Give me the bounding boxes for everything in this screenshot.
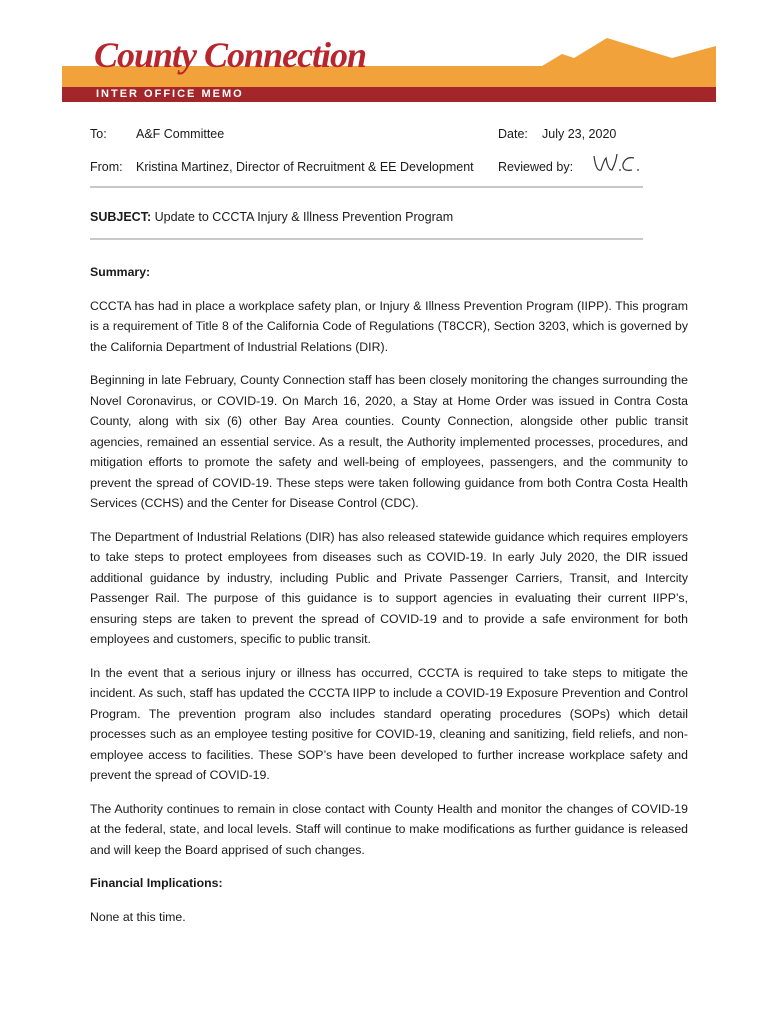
financial-text: None at this time. (90, 909, 186, 924)
divider-top (90, 186, 643, 188)
memo-body (90, 262, 688, 940)
inter-office-memo-bar: INTER OFFICE MEMO (62, 87, 716, 102)
subject-text: Update to CCCTA Injury & Illness Prevention Program (154, 210, 454, 224)
from-row (90, 160, 474, 174)
subject-line (90, 210, 453, 224)
paragraph: In the event that a serious injury or illness has occurred, CCCTA is required to take steps to mitigate the incident. As such, staff has updated the CCCTA IIPP to include a COVID-19 Exposure Prevention and Control Program. The prevention program also includes standard operating procedures (SOPs) which detail processes such as an employee testing positive for COVID-19, cleaning and sanitizing, field reliefs, and non-employee access to facilities. These SOP’s have been developed to further increase workplace safety and prevent the spread of COVID-19. (90, 665, 688, 782)
reviewed-row (498, 160, 573, 174)
divider-bottom (90, 238, 643, 240)
date-label: Date: (498, 127, 528, 141)
to-row (90, 127, 224, 141)
date-row (498, 127, 616, 141)
county-connection-logo: County Connection (94, 35, 367, 75)
reviewed-label: Reviewed by: (498, 160, 574, 174)
paragraph: The Authority continues to remain in close contact with County Health and monitor the changes of COVID-19 at the federal, state, and local levels. Staff will continue to make modifications as further guidance is released and will keep the Board apprised of such changes. (90, 801, 688, 857)
subject-label: SUBJECT: (90, 210, 152, 224)
summary-heading: Summary: (90, 265, 151, 279)
paragraph: The Department of Industrial Relations (DIR) has also released statewide guidance which requires employers to take steps to protect employees from diseases such as COVID-19. In early July 2020, the DIR issued additional guidance by industry, including Public and Private Passenger Carriers, Transit, and Intercity Passenger Rail. The purpose of this guidance is to support agencies in evaluating their current IIPP’s, ensuring steps are taken to prevent the spread of COVID-19 and to provide a safe environment for both employees and customers, specific to public transit. (90, 529, 688, 646)
to-label: To: (90, 127, 107, 141)
to-value: A&F Committee (136, 127, 225, 141)
date-value: July 23, 2020 (542, 127, 617, 141)
paragraph: Beginning in late February, County Connection staff has been closely monitoring the changes surrounding the Novel Coronavirus, or COVID-19. On March 16, 2020, a Stay at Home Order was issued in Contra Costa County, along with six (6) other Bay Area counties. County Connection, alongside other public transit agencies, remained an essential service. As a result, the Authority implemented processes, procedures, and mitigation efforts to promote the safety and well-being of employees, passengers, and the community to prevent the spread of COVID-19. These steps were taken following guidance from both Contra Costa Health Services (CCHS) and the Center for Disease Control (CDC). (90, 373, 688, 510)
paragraph: CCCTA has had in place a workplace safety plan, or Injury & Illness Prevention Program (IIPP). This program is a requirement of Title 8 of the California Code of Regulations (T8CCR), Section 3203, which is governed by the California Department of Industrial Relations (DIR). (90, 298, 688, 354)
from-label: From: (90, 160, 123, 174)
financial-heading: Financial Implications: (90, 876, 223, 890)
from-value: Kristina Martinez, Director of Recruitment & EE Development (136, 160, 474, 174)
reviewer-signature (590, 148, 660, 178)
